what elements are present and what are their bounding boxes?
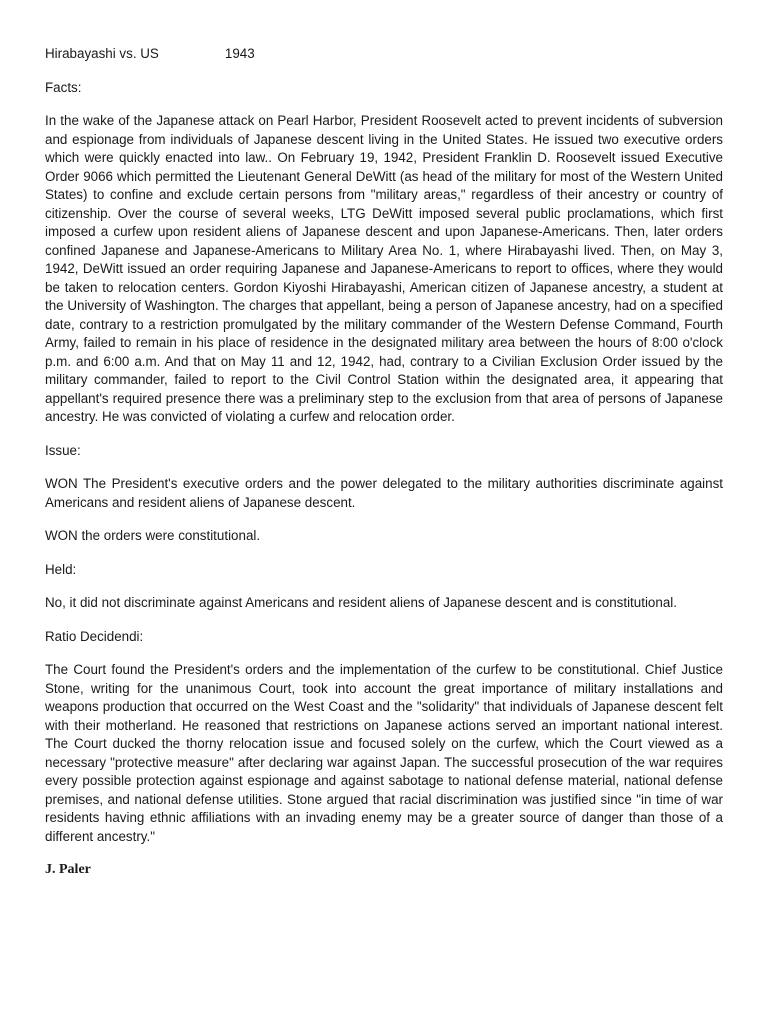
ratio-label: Ratio Decidendi: — [45, 628, 144, 644]
case-heading — [45, 45, 723, 64]
issue-label: Issue: — [45, 442, 81, 458]
held-label: Held: — [45, 561, 77, 577]
facts-paragraph: In the wake of the Japanese attack on Pearl Harbor, President Roosevelt acted to prevent incidents of subversion and espionage from individuals of Japanese descent living in the United States. He issued two executive orders which were quickly enacted into law.. On February 19, 1942, President Franklin D. Roosevelt issued Executive Order 9066 which permitted the Lieutenant General DeWitt (as head of the military for most of the Western United States) to confine and exclude certain persons from "military areas," regardless of their ancestry or country of citizenship. Over the course of several weeks, LTG DeWitt imposed several public proclamations, which first imposed a curfew upon resident aliens of Japanese descent and upon Japanese-Americans. Then, later orders confined Japanese and Japanese-Americans to Military Area No. 1, where Hirabayashi lived. Then, on May 3, 1942, DeWitt issued an order requiring Japanese and Japanese-Americans to report to offices, where they would be taken to relocation centers. Gordon Kiyoshi Hirabayashi, American citizen of Japanese ancestry, a student at the University of Washington. The charges that appellant, being a person of Japanese ancestry, had on a specified date, contrary to a restriction promulgated by the military commander of the Western Defense Command, Fourth Army, failed to remain in his place of residence in the designated military area between the hours of 8:00 o'clock p.m. and 6:00 a.m. And that on May 11 and 12, 1942, had, contrary to a Civilian Exclusion Order issued by the military commander, failed to report to the Civil Control Station within the designated area, it appearing that appellant's required presence there was a preliminary step to the exclusion from that area of persons of Japanese ancestry. He was convicted of violating a curfew and relocation order. — [45, 113, 723, 424]
ratio-paragraph: The Court found the President's orders and the implementation of the curfew to be constitutional. Chief Justice Stone, writing for the unanimous Court, took into account the great importance of military installations and weapons production that occurred on the West Coast and the "solidarity" that individuals of Japanese descent felt with their motherland. He reasoned that restrictions on Japanese actions served an important national interest. The Court ducked the thorny relocation issue and focused solely on the curfew, which the Court viewed as a necessary "protective measure" after declaring war against Japan. The successful prosecution of the war requires every possible protection against espionage and against sabotage to national defense material, national defense premises, and national defense utilities. Stone argued that racial discrimination was justified since "in time of war residents having ethnic affiliations with an invading enemy may be a greater source of danger than those of a different ancestry." — [45, 662, 723, 844]
document-page — [45, 45, 723, 894]
facts-label: Facts: — [45, 79, 82, 95]
case-year: 1943 — [224, 46, 255, 61]
issue-paragraph-2: WON the orders were constitutional. — [45, 528, 261, 543]
issue-paragraph-1: WON The President's executive orders and the power delegated to the military authorities discriminate against Americans and resident aliens of Japanese descent. — [45, 476, 723, 510]
case-title: Hirabayashi vs. US — [45, 46, 159, 61]
author-signature: J. Paler — [45, 862, 91, 877]
held-paragraph: No, it did not discriminate against Americans and resident aliens of Japanese descent and is constitutional. — [45, 595, 677, 610]
